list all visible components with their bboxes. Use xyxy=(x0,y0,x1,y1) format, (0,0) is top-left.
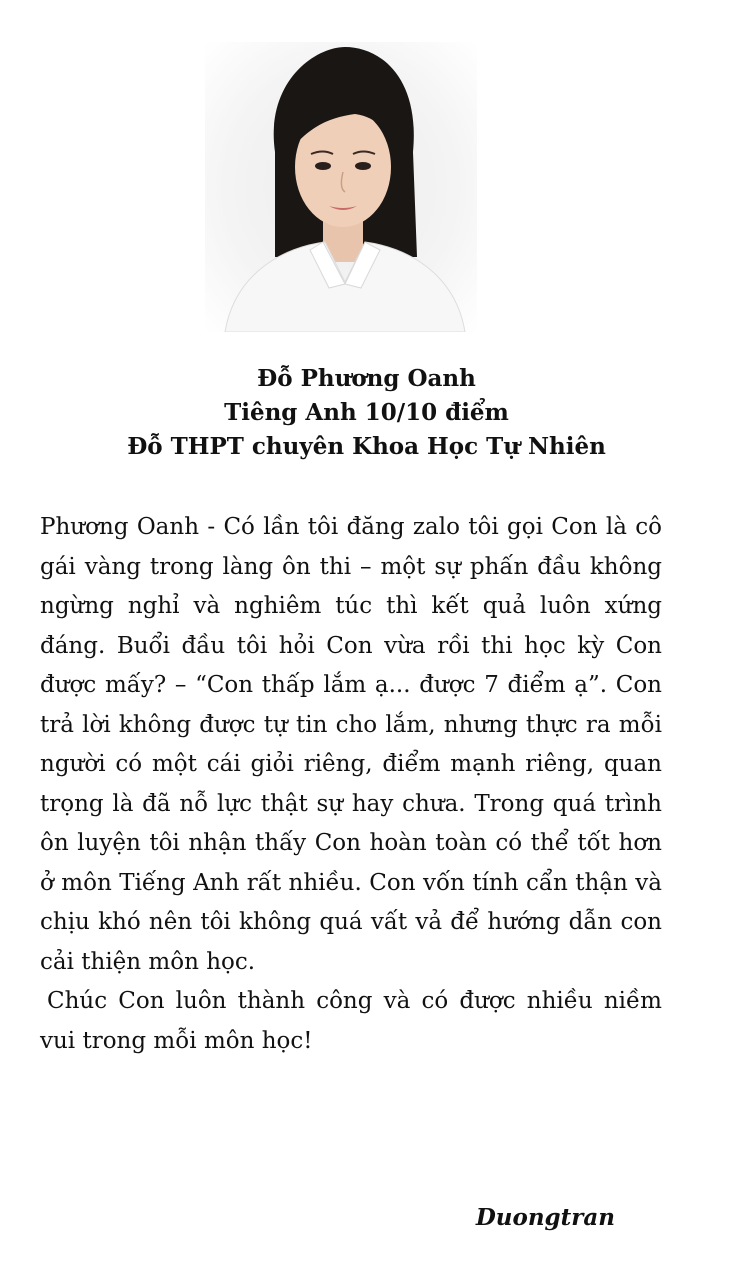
student-header xyxy=(0,362,733,464)
student-name: Đỗ Phương Oanh xyxy=(257,365,476,392)
testimonial-paragraph: Phương Oanh - Có lần tôi đăng zalo tôi gọi Con là cô gái vàng trong làng ôn thi – một sự phấn đầu không ngừng nghỉ và nghiêm túc thì kết quả luôn xứng đáng. Buổi đầu tôi hỏi Con vừa rồi thi học kỳ Con được mấy? – “Con thấp lắm ạ... được 7 điểm ạ”. Con trả lời không được tự tin cho lắm, nhưng thực ra mỗi người có một cái giỏi riêng, điểm mạnh riêng, quan trọng là đã nỗ lực thật sự hay chưa. Trong quá trình ôn luyện tôi nhận thấy Con hoàn toàn có thể tốt hơn ở môn Tiếng Anh rất nhiều. Con vốn tính cẩn thận và chịu khó nên tôi không quá vất vả để hướng dẫn con cải thiện môn học. xyxy=(40,514,662,975)
wishes-paragraph: Chúc Con luôn thành công và có được nhiều niềm vui trong mỗi môn học! xyxy=(40,988,662,1054)
admitted-school: Đỗ THPT chuyên Khoa Học Tự Nhiên xyxy=(127,433,606,460)
exam-score: Tiêng Anh 10/10 điểm xyxy=(224,399,509,426)
testimonial-text xyxy=(40,508,662,1061)
student-portrait xyxy=(205,42,477,332)
author-signature: Duongtran xyxy=(475,1204,615,1231)
